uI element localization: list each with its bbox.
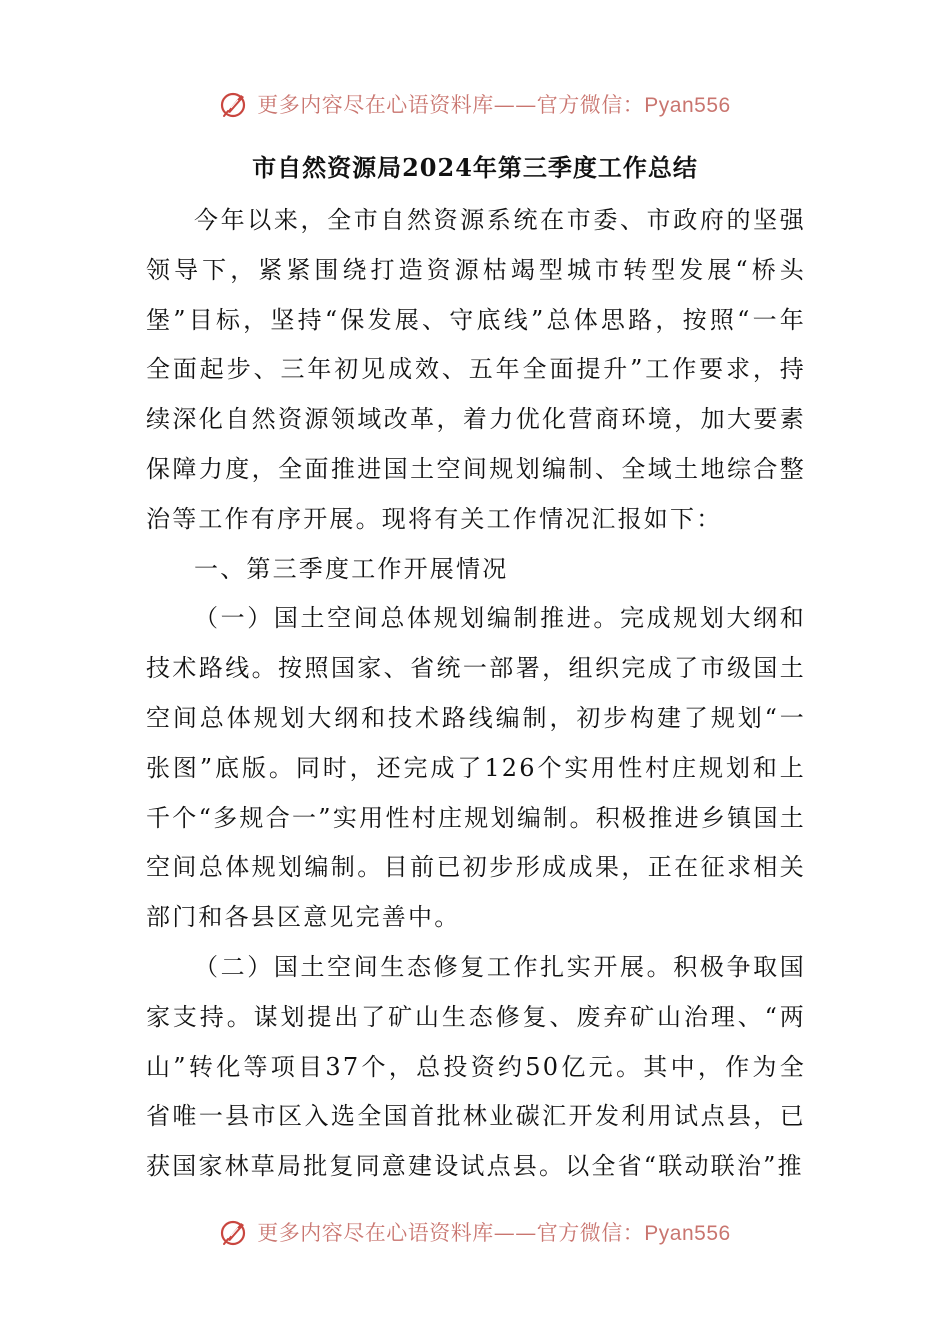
paragraph-intro: 今年以来，全市自然资源系统在市委、市政府的坚强领导下，紧紧围绕打造资源枯竭型城市转型发展“桥头堡”目标，坚持“保发展、守底线”总体思路，按照“一年全面起步、三年初见成效、五年全面提升”工作要求，持续深化自然资源领域改革，着力优化营商环境，加大要素保障力度，全面推进国土空间规划编制、全域土地综合整治等工作有序开展。现将有关工作情况汇报如下： [146, 206, 806, 533]
paragraph-planning: （一）国土空间总体规划编制推进。完成规划大纲和技术路线。按照国家、省统一部署，组织完成了市级国土空间总体规划大纲和技术路线编制，初步构建了规划“一张图”底版。同时，还完成了126个实用性村庄规划和上千个“多规合一”实用性村庄规划编制。积极推进乡镇国土空间总体规划编制。目前已初步形成成果，正在征求相关部门和各县区意见完善中。 [146, 604, 806, 932]
paragraph-ecology: （二）国土空间生态修复工作扎实开展。积极争取国家支持。谋划提出了矿山生态修复、废弃矿山治理、“两山”转化等项目37个，总投资约50亿元。其中，作为全省唯一县市区入选全国首批林业碳汇开发利用试点县，已获国家林草局批复同意建设试点县。以全省“联动联治”推 [146, 952, 806, 1181]
document-body [146, 196, 806, 1192]
quill-circle-logo-icon [219, 1217, 249, 1247]
watermark-footer [0, 1212, 950, 1252]
watermark-text: 更多内容尽在心语资料库——官方微信：Pyan556 [257, 1221, 731, 1245]
watermark-text: 更多内容尽在心语资料库——官方微信：Pyan556 [257, 93, 731, 117]
quill-circle-logo-icon [219, 89, 249, 119]
watermark-header [0, 84, 950, 124]
section-heading: 一、第三季度工作开展情况 [194, 554, 509, 583]
document-title: 市自然资源局2024年第三季度工作总结 [252, 153, 698, 182]
